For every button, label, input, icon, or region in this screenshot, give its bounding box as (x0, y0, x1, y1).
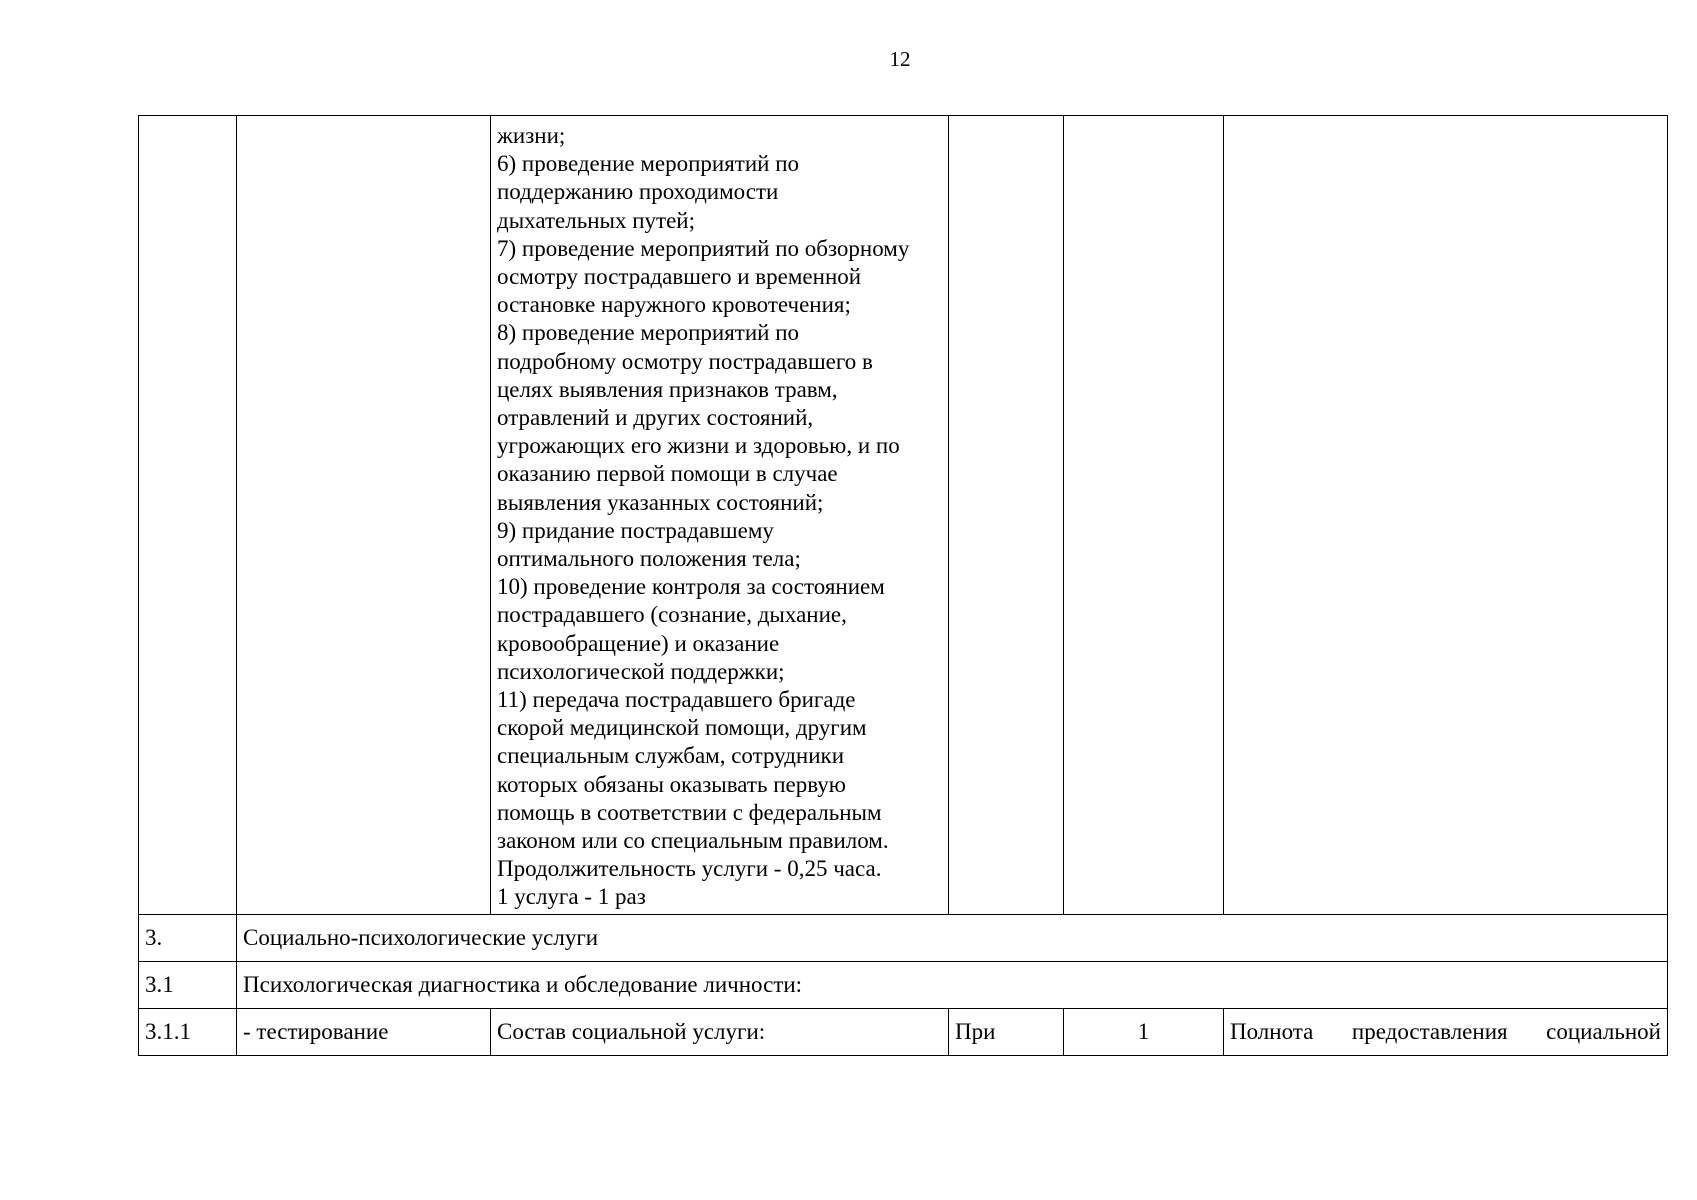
description-line: 1 услуга - 1 раз (497, 884, 646, 910)
description-line: оказанию первой помощи в случае (497, 461, 838, 487)
description-line: поддержанию проходимости (497, 179, 779, 205)
description-line: психологической поддержки; (497, 658, 785, 684)
cell-condition-empty (949, 116, 1064, 915)
quality-text-line (1230, 1018, 1661, 1046)
item-condition: При (949, 1008, 1064, 1055)
description-lines (497, 122, 942, 912)
description-line: осмотру пострадавшего и временной (497, 264, 862, 290)
description-line: пострадавшего (сознание, дыхание, (497, 602, 847, 628)
description-line: 7) проведение мероприятий по обзорному (497, 235, 910, 261)
item-quality (1224, 1008, 1668, 1055)
cell-description (491, 116, 949, 915)
description-line: кровообращение) и оказание (497, 630, 780, 656)
description-line: угрожающих его жизни и здоровью, и по (497, 433, 900, 459)
item-name: - тестирование (237, 1008, 491, 1055)
description-line: выявления указанных состояний; (497, 489, 824, 515)
cell-quality-empty (1224, 116, 1668, 915)
description-line: 9) придание пострадавшему (497, 517, 774, 543)
quality-word: Полнота (1230, 1018, 1314, 1044)
quality-word: социальной (1546, 1018, 1661, 1044)
description-line: дыхательных путей; (497, 207, 695, 233)
cell-quantity-empty (1064, 116, 1224, 915)
services-table (138, 115, 1668, 1056)
description-line: 10) проведение контроля за состоянием (497, 574, 885, 600)
section-number: 3. (139, 914, 237, 961)
description-line: Продолжительность услуги - 0,25 часа. (497, 856, 882, 882)
description-line: специальным службам, сотрудники (497, 743, 845, 769)
description-line: подробному осмотру пострадавшего в (497, 348, 873, 374)
description-line: 6) проведение мероприятий по (497, 151, 800, 177)
description-line: остановке наружного кровотечения; (497, 292, 851, 318)
subsection-number: 3.1 (139, 961, 237, 1008)
description-line: 11) передача пострадавшего бригаде (497, 687, 856, 713)
description-line: скорой медицинской помощи, другим (497, 715, 867, 741)
quality-word: предоставления (1351, 1018, 1508, 1044)
cell-number-empty (139, 116, 237, 915)
item-composition: Состав социальной услуги: (491, 1008, 949, 1055)
description-line: целях выявления признаков травм, (497, 376, 838, 402)
description-line: оптимального положения тела; (497, 546, 801, 572)
section-row-3-1 (139, 961, 1668, 1008)
item-number: 3.1.1 (139, 1008, 237, 1055)
description-line: отравлений и других состояний, (497, 405, 814, 431)
item-quantity: 1 (1064, 1008, 1224, 1055)
section-title: Социально-психологические услуги (237, 914, 1668, 961)
page-number: 12 (889, 47, 911, 71)
description-line: жизни; (497, 123, 566, 148)
description-line: законом или со специальным правилом. (497, 828, 889, 854)
subsection-title: Психологическая диагностика и обследование личности: (237, 961, 1668, 1008)
cell-name-empty (237, 116, 491, 915)
item-row-3-1-1 (139, 1008, 1668, 1055)
description-line: 8) проведение мероприятий по (497, 320, 800, 346)
description-line: которых обязаны оказывать первую (497, 771, 846, 797)
description-line: помощь в соответствии с федеральным (497, 799, 882, 825)
continuation-row (139, 116, 1668, 915)
section-row-3 (139, 914, 1668, 961)
